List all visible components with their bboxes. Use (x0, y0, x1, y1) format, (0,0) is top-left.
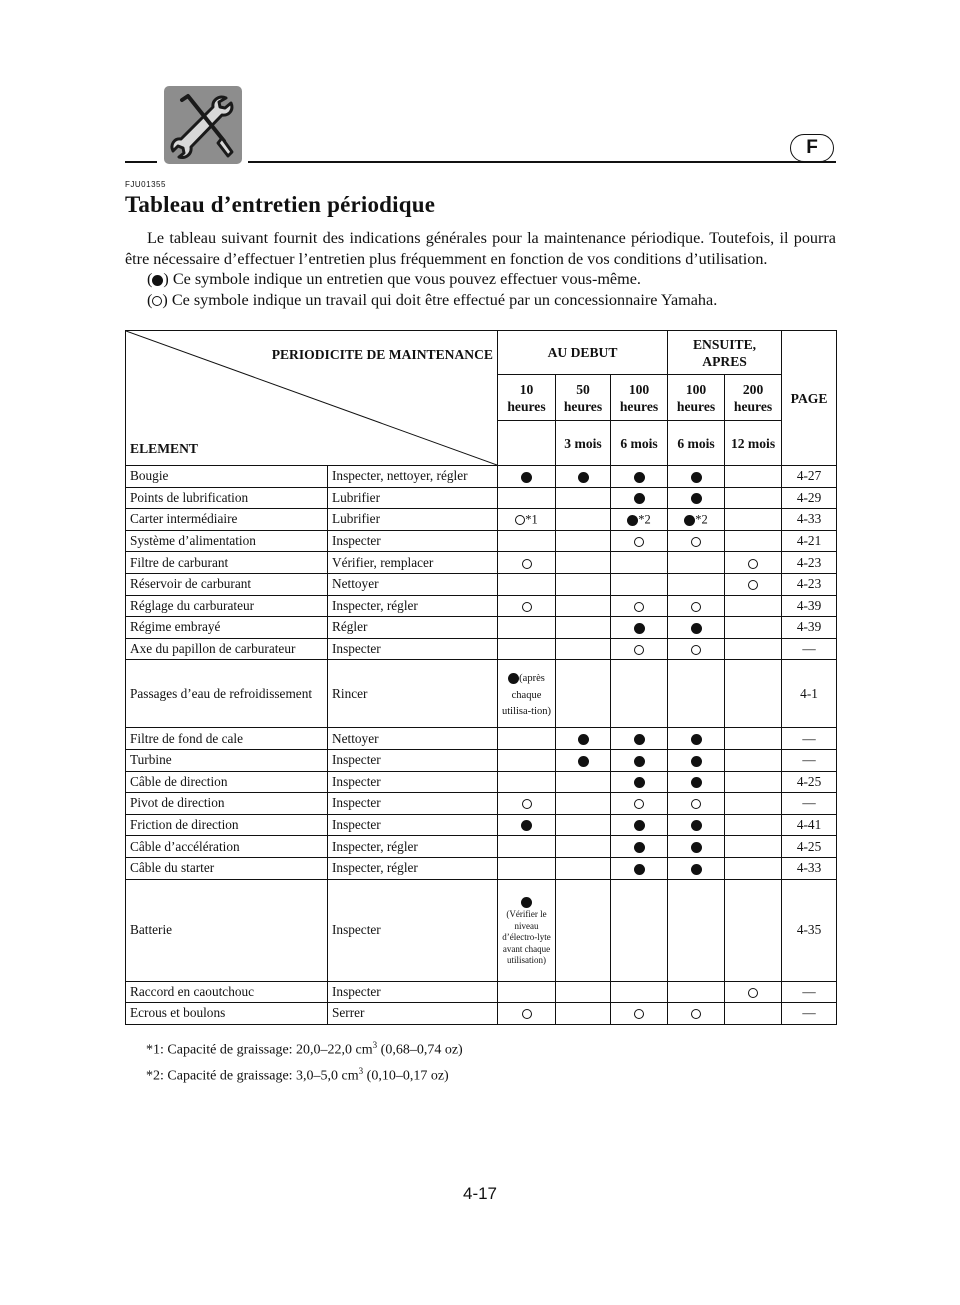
cell (725, 857, 782, 879)
open-circle-icon (522, 602, 532, 612)
header-element: ELEMENT (130, 441, 198, 456)
filled-dot-icon (634, 777, 645, 788)
table-row (126, 573, 837, 595)
filled-dot-icon (634, 623, 645, 634)
cell (556, 879, 611, 981)
cell (725, 660, 782, 728)
cell (725, 595, 782, 617)
cell (556, 793, 611, 815)
intro-paragraph: Le tableau suivant fournit des indications générales pour la maintenance périodique. Toutefois, il pourra être nécessaire d’effectuer l’entretien plus fréquemment en fonction de vos conditions d’utilisation. (125, 229, 836, 268)
cell (611, 1003, 668, 1025)
cell (668, 749, 725, 771)
table-row (126, 487, 837, 509)
row-page: 4-33 (782, 509, 837, 531)
table-row (126, 509, 837, 531)
row-action: Inspecter (328, 771, 498, 793)
cell (556, 530, 611, 552)
page-number: 4-17 (462, 1184, 498, 1203)
filled-dot-icon (521, 472, 532, 483)
cell (725, 771, 782, 793)
cell-note: (Vérifier le niveau d’électro-lyte avant chaque utilisation) (502, 909, 551, 966)
cell (556, 749, 611, 771)
open-circle-icon (522, 1009, 532, 1019)
filled-dot-icon (691, 820, 702, 831)
row-action: Inspecter (328, 749, 498, 771)
cell (556, 771, 611, 793)
cell (498, 836, 556, 858)
filled-dot-icon (691, 777, 702, 788)
row-element: Ecrous et boulons (126, 1003, 328, 1025)
cell (725, 552, 782, 574)
cell (556, 981, 611, 1003)
filled-dot-icon (691, 756, 702, 767)
cell (668, 857, 725, 879)
row-action: Inspecter, régler (328, 595, 498, 617)
table-row (126, 617, 837, 639)
row-action: Inspecter (328, 793, 498, 815)
table-row (126, 749, 837, 771)
section-title: Tableau d’entretien périodique (125, 192, 436, 217)
cell (498, 879, 556, 981)
table-row (126, 981, 837, 1003)
maintenance-table (125, 330, 837, 1025)
cell (668, 771, 725, 793)
row-element: Filtre de fond de cale (126, 728, 328, 750)
cell (725, 509, 782, 531)
open-circle-icon (691, 645, 701, 655)
filled-dot-icon (627, 515, 638, 526)
open-circle-icon (691, 1009, 701, 1019)
row-element: Câble du starter (126, 857, 328, 879)
row-element: Passages d’eau de refroidissement (126, 660, 328, 728)
cell (498, 617, 556, 639)
cell (611, 530, 668, 552)
row-page: — (782, 728, 837, 750)
cell (498, 595, 556, 617)
cell (556, 509, 611, 531)
row-page: 4-21 (782, 530, 837, 552)
cell (668, 981, 725, 1003)
row-page: — (782, 638, 837, 660)
cell (725, 814, 782, 836)
cell (725, 573, 782, 595)
filled-dot-icon (578, 734, 589, 745)
row-page: — (782, 793, 837, 815)
open-circle-icon (748, 580, 758, 590)
row-page: 4-35 (782, 879, 837, 981)
cell (611, 749, 668, 771)
cell (725, 617, 782, 639)
cell (668, 617, 725, 639)
header-thereafter: ENSUITE, APRES (668, 331, 782, 375)
cell (498, 487, 556, 509)
row-element: Câble de direction (126, 771, 328, 793)
open-circle-icon (691, 537, 701, 547)
row-element: Système d’alimentation (126, 530, 328, 552)
cell (498, 981, 556, 1003)
header-rule-right (248, 161, 836, 163)
cell (556, 638, 611, 660)
row-page: — (782, 981, 837, 1003)
filled-dot-icon (634, 734, 645, 745)
cell (668, 487, 725, 509)
open-circle-icon (634, 1009, 644, 1019)
cell (611, 617, 668, 639)
filled-dot-icon (578, 756, 589, 767)
open-circle-icon (691, 602, 701, 612)
row-page: 4-23 (782, 552, 837, 574)
cell (498, 509, 556, 531)
row-page: 4-39 (782, 617, 837, 639)
filled-dot-icon (691, 864, 702, 875)
cell (498, 530, 556, 552)
footnotes (146, 1035, 463, 1086)
legend-dot-line: ( ) Ce symbole indique un entretien que vous pouvez effectuer vous-même. (147, 270, 641, 288)
cell (611, 981, 668, 1003)
header-months: 6 mois (611, 421, 668, 466)
table-corner-header (126, 331, 498, 466)
cell (556, 1003, 611, 1025)
cell (668, 466, 725, 488)
row-action: Serrer (328, 1003, 498, 1025)
header-hours: 50 heures (556, 375, 611, 421)
filled-dot-icon (634, 472, 645, 483)
cell (611, 857, 668, 879)
filled-dot-icon (634, 820, 645, 831)
cell (556, 660, 611, 728)
row-action: Inspecter, régler (328, 857, 498, 879)
open-circle-icon (152, 296, 162, 306)
table-row (126, 814, 837, 836)
cell (611, 814, 668, 836)
cell (725, 638, 782, 660)
row-action: Nettoyer (328, 728, 498, 750)
table-row (126, 879, 837, 981)
cell (611, 509, 668, 531)
cell (498, 660, 556, 728)
footnote-ref: *2 (638, 512, 651, 527)
cell-note: (après chaque utilisa-tion) (502, 673, 551, 718)
row-page: 4-33 (782, 857, 837, 879)
row-page: — (782, 1003, 837, 1025)
row-page: 4-29 (782, 487, 837, 509)
table-row (126, 466, 837, 488)
filled-dot-icon (521, 897, 532, 908)
open-circle-icon (634, 602, 644, 612)
table-row (126, 638, 837, 660)
cell (725, 530, 782, 552)
cell (725, 466, 782, 488)
header-hours: 100 heures (668, 375, 725, 421)
table-row (126, 793, 837, 815)
cell (725, 836, 782, 858)
row-action: Lubrifier (328, 487, 498, 509)
cell (498, 728, 556, 750)
header-months: 6 mois (668, 421, 725, 466)
row-element: Points de lubrification (126, 487, 328, 509)
row-action: Rincer (328, 660, 498, 728)
cell (668, 573, 725, 595)
cell (611, 660, 668, 728)
legend-ring-line: ( ) Ce symbole indique un travail qui doit être effectué par un concessionnaire Yamaha. (147, 290, 718, 309)
row-page: 4-23 (782, 573, 837, 595)
table-row (126, 728, 837, 750)
cell (611, 638, 668, 660)
row-action: Inspecter, régler (328, 836, 498, 858)
row-action: Vérifier, remplacer (328, 552, 498, 574)
cell (498, 1003, 556, 1025)
language-badge: F (790, 134, 834, 162)
row-action: Lubrifier (328, 509, 498, 531)
header-initial: AU DEBUT (498, 331, 668, 375)
row-page: 4-39 (782, 595, 837, 617)
cell (498, 638, 556, 660)
cell (498, 573, 556, 595)
table-row (126, 530, 837, 552)
cell (556, 857, 611, 879)
cell (556, 814, 611, 836)
row-action: Inspecter (328, 879, 498, 981)
cell (725, 749, 782, 771)
row-action: Inspecter (328, 981, 498, 1003)
cell (611, 879, 668, 981)
cell (668, 509, 725, 531)
table-row (126, 836, 837, 858)
cell (611, 793, 668, 815)
row-element: Carter intermédiaire (126, 509, 328, 531)
cell (611, 466, 668, 488)
row-element: Filtre de carburant (126, 552, 328, 574)
cell (668, 595, 725, 617)
header-months (498, 421, 556, 466)
header-rule-left (125, 161, 157, 163)
cell (611, 487, 668, 509)
row-action: Inspecter, nettoyer, régler (328, 466, 498, 488)
cell (611, 595, 668, 617)
table-row (126, 595, 837, 617)
row-page: 4-25 (782, 836, 837, 858)
cell (725, 879, 782, 981)
open-circle-icon (515, 515, 525, 525)
cell (498, 749, 556, 771)
header-periodicity: PERIODICITE DE MAINTENANCE (271, 347, 493, 362)
cell (668, 879, 725, 981)
filled-dot-icon (691, 472, 702, 483)
cell (725, 793, 782, 815)
filled-dot-icon (634, 493, 645, 504)
header-hours: 10 heures (498, 375, 556, 421)
cell (498, 771, 556, 793)
row-page: 4-27 (782, 466, 837, 488)
row-element: Réglage du carburateur (126, 595, 328, 617)
header-hours: 200 heures (725, 375, 782, 421)
filled-dot-icon (684, 515, 695, 526)
cell (498, 793, 556, 815)
cell (556, 466, 611, 488)
table-row (126, 552, 837, 574)
filled-dot-icon (634, 842, 645, 853)
cell (611, 771, 668, 793)
header-months: 3 mois (556, 421, 611, 466)
cell (556, 552, 611, 574)
cell (498, 466, 556, 488)
row-element: Pivot de direction (126, 793, 328, 815)
cell (556, 573, 611, 595)
row-action: Inspecter (328, 530, 498, 552)
cell (668, 793, 725, 815)
cell (668, 728, 725, 750)
row-action: Inspecter (328, 638, 498, 660)
open-circle-icon (634, 799, 644, 809)
intro-text (125, 228, 836, 310)
row-element: Friction de direction (126, 814, 328, 836)
header-months: 12 mois (725, 421, 782, 466)
open-circle-icon (634, 537, 644, 547)
cell (725, 981, 782, 1003)
footnote-ref: *1 (525, 512, 538, 527)
header-page: PAGE (782, 331, 837, 466)
footnote-2: *2: Capacité de graissage: 3,0–5,0 $cm^3$ (0,10–0,17 oz) (146, 1065, 449, 1084)
table-row (126, 1003, 837, 1025)
row-page: 4-41 (782, 814, 837, 836)
filled-dot-icon (691, 623, 702, 634)
open-circle-icon (522, 559, 532, 569)
row-element: Bougie (126, 466, 328, 488)
cell (611, 728, 668, 750)
open-circle-icon (748, 559, 758, 569)
row-element: Réservoir de carburant (126, 573, 328, 595)
open-circle-icon (748, 988, 758, 998)
row-element: Turbine (126, 749, 328, 771)
row-action: Régler (328, 617, 498, 639)
cell (611, 573, 668, 595)
cell (725, 1003, 782, 1025)
table-row (126, 660, 837, 728)
row-action: Nettoyer (328, 573, 498, 595)
filled-dot-icon (152, 275, 163, 286)
cell (668, 814, 725, 836)
row-page: 4-25 (782, 771, 837, 793)
cell (498, 857, 556, 879)
cell (668, 638, 725, 660)
cell (556, 617, 611, 639)
cell (611, 836, 668, 858)
filled-dot-icon (691, 842, 702, 853)
header-hours: 100 heures (611, 375, 668, 421)
open-circle-icon (634, 645, 644, 655)
row-action: Inspecter (328, 814, 498, 836)
filled-dot-icon (634, 864, 645, 875)
cell (668, 660, 725, 728)
cell (556, 728, 611, 750)
cell (668, 1003, 725, 1025)
document-code: FJU01355 (125, 180, 166, 189)
row-element: Câble d’accélération (126, 836, 328, 858)
open-circle-icon (691, 799, 701, 809)
row-element: Batterie (126, 879, 328, 981)
row-page: 4-1 (782, 660, 837, 728)
row-page: — (782, 749, 837, 771)
filled-dot-icon (578, 472, 589, 483)
cell (556, 595, 611, 617)
cell (668, 836, 725, 858)
table-row (126, 857, 837, 879)
cell (611, 552, 668, 574)
cell (556, 836, 611, 858)
footnote-1: *1: Capacité de graissage: 20,0–22,0 $cm^3$ (0,68–0,74 oz) (146, 1040, 463, 1058)
filled-dot-icon (691, 493, 702, 504)
tools-icon (164, 86, 242, 164)
row-element: Régime embrayé (126, 617, 328, 639)
filled-dot-icon (691, 734, 702, 745)
cell (668, 552, 725, 574)
filled-dot-icon (634, 756, 645, 767)
cell (556, 487, 611, 509)
cell (725, 728, 782, 750)
cell (725, 487, 782, 509)
open-circle-icon (522, 799, 532, 809)
row-element: Raccord en caoutchouc (126, 981, 328, 1003)
footnote-ref: *2 (695, 512, 708, 527)
row-element: Axe du papillon de carburateur (126, 638, 328, 660)
cell (668, 530, 725, 552)
cell (498, 552, 556, 574)
table-row (126, 771, 837, 793)
filled-dot-icon (521, 820, 532, 831)
cell (498, 814, 556, 836)
filled-dot-icon (508, 673, 519, 684)
